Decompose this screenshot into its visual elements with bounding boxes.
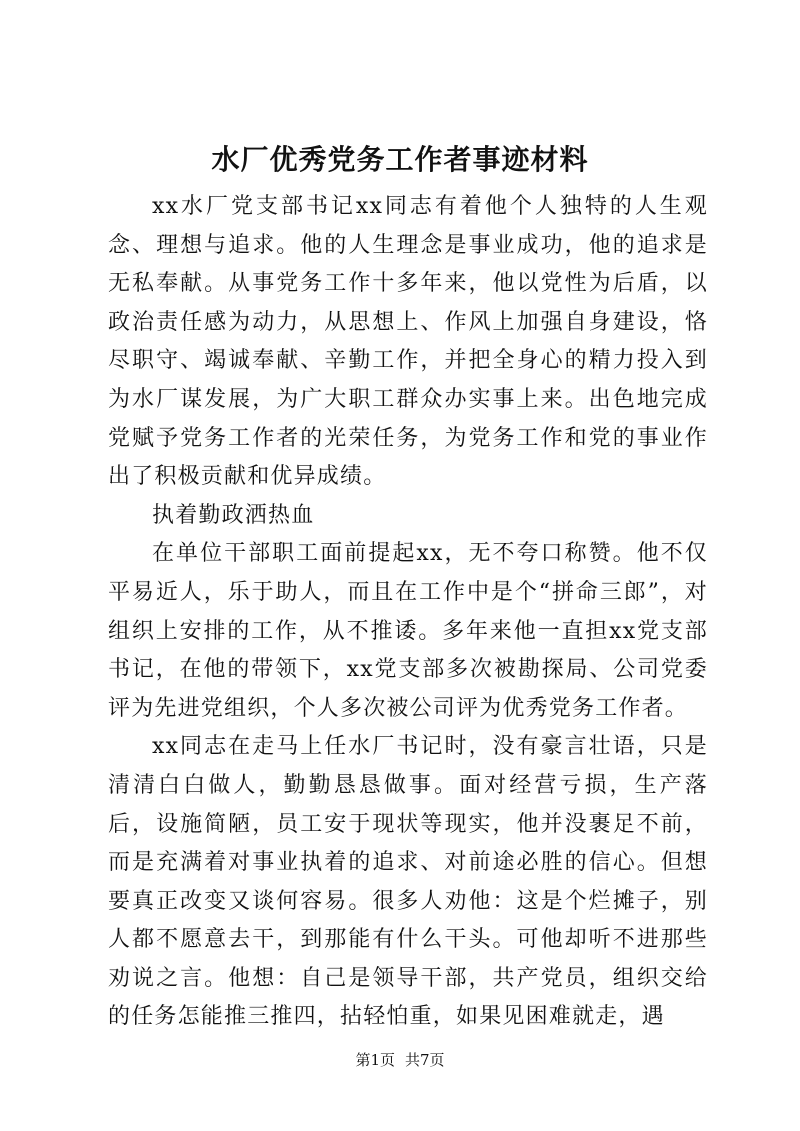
paragraph-appointment: xx同志在走马上任水厂书记时，没有豪言壮语，只是清清白白做人，勤勤恳恳做事。面对经营亏损，生产落后，设施简陋，员工安于现状等现实，他并没裹足不前，而是充满着对事业执着的追求、对前途必胜的信心。但想要真正改变又谈何容易。很多人劝他：这是个烂摊子，别人都不愿意去干，到那能有什么干头。可他却听不进那些劝说之言。他想：自己是领导干部，共产党员，组织交给的任务怎能推三推四，拈轻怕重，如果见困难就走，遇 [108,734,708,1030]
document-body [108,188,708,1037]
paragraph-praise: 在单位干部职工面前提起xx，无不夸口称赞。他不仅平易近人，乐于助人，而且在工作中是个“拼命三郎”，对组织上安排的工作，从不推诿。多年来他一直担xx党支部书记，在他的带领下，xx党支部多次被勘探局、公司党委评为先进党组织，个人多次被公司评为优秀党务工作者。 [108,541,708,721]
paragraph-intro: xx水厂党支部书记xx同志有着他个人独特的人生观念、理想与追求。他的人生理念是事业成功，他的追求是无私奉献。从事党务工作十多年来，他以党性为后盾，以政治责任感为动力，从思想上、作风上加强自身建设，恪尽职守、竭诚奉献、辛勤工作，并把全身心的精力投入到为水厂谋发展，为广大职工群众办实事上来。出色地完成党赋予党务工作者的光荣任务，为党务工作和党的事业作出了积极贡献和优异成绩。 [108,194,708,490]
page-footer [0,1050,800,1070]
page-number: 第1页 [355,1051,395,1069]
section-heading: 执着勤政洒热血 [152,502,315,528]
page-total: 共7页 [405,1051,445,1069]
page-title: 水厂优秀党务工作者事迹材料 [211,143,589,176]
